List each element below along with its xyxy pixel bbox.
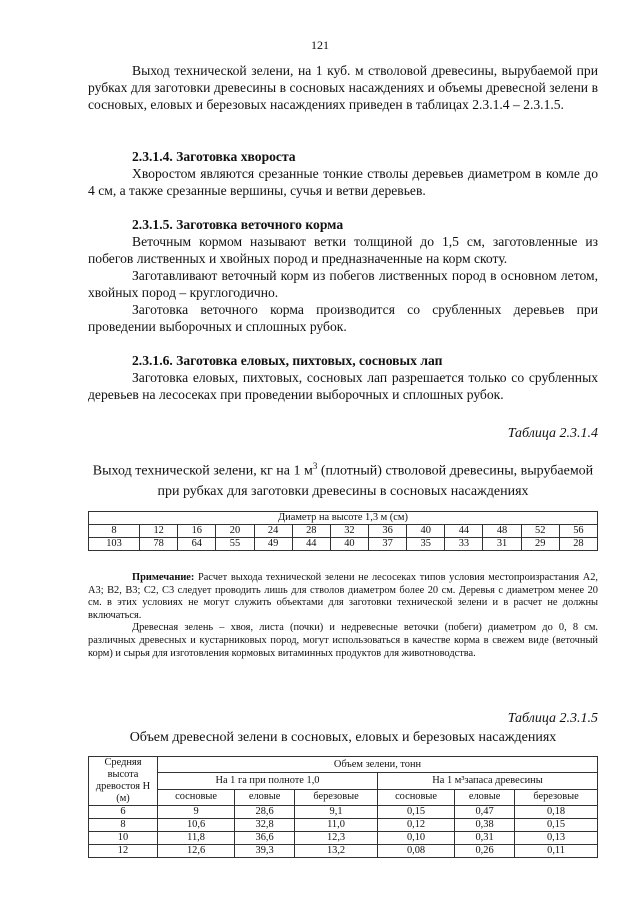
table-reference: Таблица 2.3.1.4 xyxy=(507,426,598,441)
table-header: Диаметр на высоте 1,3 м (см) xyxy=(89,512,598,525)
species-header: еловые xyxy=(455,789,515,805)
yield-cell: 33 xyxy=(445,538,483,551)
species-header: сосновые xyxy=(377,789,454,805)
volume-cell: 36,6 xyxy=(235,832,295,845)
section-text: Веточным кормом называют ветки толщиной до 1,5 см, заготовленные из побегов лиственных и хвойных пород и предназначенные на корм скоту. xyxy=(88,234,598,266)
diameter-cell: 36 xyxy=(369,525,407,538)
section-heading: 2.3.1.5. Заготовка веточного корма xyxy=(132,217,344,232)
section-text: Хворостом являются срезанные тонкие стволы деревьев диаметром в комле до 4 см, а также срезанные вершины, сучья и ветви деревьев. xyxy=(88,166,598,198)
volume-cell: 0,18 xyxy=(515,806,598,819)
section-text: Заготовка еловых, пихтовых, сосновых лап разрешается только со срубленных деревьев на лесосеках при проведении выборочных и сплошных рубок. xyxy=(88,370,598,402)
yield-cell: 78 xyxy=(140,538,178,551)
diameter-cell: 48 xyxy=(483,525,521,538)
volume-cell: 0,11 xyxy=(515,845,598,858)
section-branch-feed xyxy=(88,216,598,335)
yield-cell: 28 xyxy=(559,538,597,551)
intro-paragraph xyxy=(88,62,598,113)
volume-cell: 0,31 xyxy=(455,832,515,845)
volume-cell: 0,15 xyxy=(515,819,598,832)
table2-title xyxy=(88,728,598,748)
table-reference: Таблица 2.3.1.5 xyxy=(507,711,598,726)
table-green-volume xyxy=(88,756,598,858)
diameter-cell: 32 xyxy=(330,525,368,538)
section-text: Заготовка веточного корма производится со срубленных деревьев при проведении выборочных и сплошных рубок. xyxy=(88,302,598,334)
yield-cell: 31 xyxy=(483,538,521,551)
volume-cell: 0,10 xyxy=(377,832,454,845)
yield-cell: 64 xyxy=(178,538,216,551)
section-brushwood xyxy=(88,148,598,199)
table-title: Объем древесной зелени в сосновых, еловых и березовых насаждениях xyxy=(129,730,557,745)
volume-cell: 11,0 xyxy=(295,819,378,832)
species-header: еловые xyxy=(235,789,295,805)
table2-ref xyxy=(88,710,598,727)
table-row xyxy=(89,806,598,819)
volume-cell: 9 xyxy=(158,806,235,819)
volume-cell: 0,08 xyxy=(377,845,454,858)
section-heading: 2.3.1.6. Заготовка еловых, пихтовых, сосновых лап xyxy=(132,353,443,368)
section-heading: 2.3.1.4. Заготовка хвороста xyxy=(132,149,296,164)
diameter-cell: 28 xyxy=(292,525,330,538)
table1-ref xyxy=(88,425,598,442)
volume-cell: 10,6 xyxy=(158,819,235,832)
note-text-2: Древесная зелень – хвоя, листа (почки) и недревесные веточки (побеги) диаметром до 0, 8 см. различных древесных и кустарниковых пород, могут использоваться в качестве корма в свежем виде (веточный корм) и сырья для изготовления кормовых витаминных продуктов для животноводства. xyxy=(88,622,598,659)
species-header: сосновые xyxy=(158,789,235,805)
volume-cell: 28,6 xyxy=(235,806,295,819)
volume-cell: 0,47 xyxy=(455,806,515,819)
volume-cell: 0,15 xyxy=(377,806,454,819)
volume-cell: 12,3 xyxy=(295,832,378,845)
species-header-row xyxy=(89,789,598,805)
diameter-cell: 24 xyxy=(254,525,292,538)
intro-text: Выход технической зелени, на 1 куб. м стволовой древесины, вырубаемой при рубках для заготовки древесины в сосновых насаждениях и объемы древесной зелени в сосновых, еловых и березовых насаждениях приведен в таблицах 2.3.1.4 – 2.3.1.5. xyxy=(88,63,598,112)
height-cell: 10 xyxy=(89,832,158,845)
volume-cell: 0,38 xyxy=(455,819,515,832)
yield-cell: 29 xyxy=(521,538,559,551)
volume-cell: 39,3 xyxy=(235,845,295,858)
table-row xyxy=(89,538,598,551)
group-per-cubic-meter: На 1 м³запаса древесины xyxy=(377,773,597,789)
note-block xyxy=(88,572,598,660)
volume-cell: 0,12 xyxy=(377,819,454,832)
diameter-cell: 52 xyxy=(521,525,559,538)
note-label: Примечание: xyxy=(132,572,195,583)
table-row xyxy=(89,819,598,832)
page-number: 121 xyxy=(311,38,329,52)
volume-cell: 13,2 xyxy=(295,845,378,858)
diameter-cell: 12 xyxy=(140,525,178,538)
yield-cell: 35 xyxy=(407,538,445,551)
diameter-cell: 40 xyxy=(407,525,445,538)
section-text: Заготавливают веточный корм из побегов лиственных пород в основном летом, хвойных пород – круглогодично. xyxy=(88,268,598,300)
yield-cell: 37 xyxy=(369,538,407,551)
note-text: Примечание: Расчет выхода технической зелени не лесосеках типов условия местопроизрастания А2, А3; В2, В3; С2, С3 следует проводить лишь для стволов диаметром более 20 см. Деревья с диаметром менее 20 см. в этих условиях не могут служить объектами для заготовки технической зелени и в расчет не должны включаться. xyxy=(88,572,598,621)
table1-title xyxy=(88,456,598,502)
diameter-cell: 20 xyxy=(216,525,254,538)
species-header: березовые xyxy=(295,789,378,805)
volume-cell: 9,1 xyxy=(295,806,378,819)
group-per-hectare: На 1 га при полноте 1,0 xyxy=(158,773,378,789)
volume-cell: 0,26 xyxy=(455,845,515,858)
height-cell: 6 xyxy=(89,806,158,819)
yield-cell: 44 xyxy=(292,538,330,551)
yield-cell: 55 xyxy=(216,538,254,551)
table-row xyxy=(89,525,598,538)
table-title: Выход технической зелени, кг на 1 $м^3$ (плотный) стволовой древесины, вырубаемой при рубках для заготовки древесины в сосновых насаждениях xyxy=(92,461,594,499)
diameter-cell: 8 xyxy=(89,525,140,538)
height-cell: 8 xyxy=(89,819,158,832)
table-green-yield xyxy=(88,511,598,551)
table-row xyxy=(89,832,598,845)
height-cell: 12 xyxy=(89,845,158,858)
volume-cell: 0,13 xyxy=(515,832,598,845)
volume-cell: 32,8 xyxy=(235,819,295,832)
diameter-cell: 16 xyxy=(178,525,216,538)
section-spruce-paws xyxy=(88,352,598,403)
yield-cell: 49 xyxy=(254,538,292,551)
yield-cell: 103 xyxy=(89,538,140,551)
col-height-header: Средняя высота древостоя Н (м) xyxy=(89,757,158,806)
volume-cell: 12,6 xyxy=(158,845,235,858)
table-row xyxy=(89,845,598,858)
species-header: березовые xyxy=(515,789,598,805)
yield-cell: 40 xyxy=(330,538,368,551)
diameter-cell: 44 xyxy=(445,525,483,538)
diameter-cell: 56 xyxy=(559,525,597,538)
volume-cell: 11,8 xyxy=(158,832,235,845)
col-volume-header: Объем зелени, тонн xyxy=(158,757,598,773)
